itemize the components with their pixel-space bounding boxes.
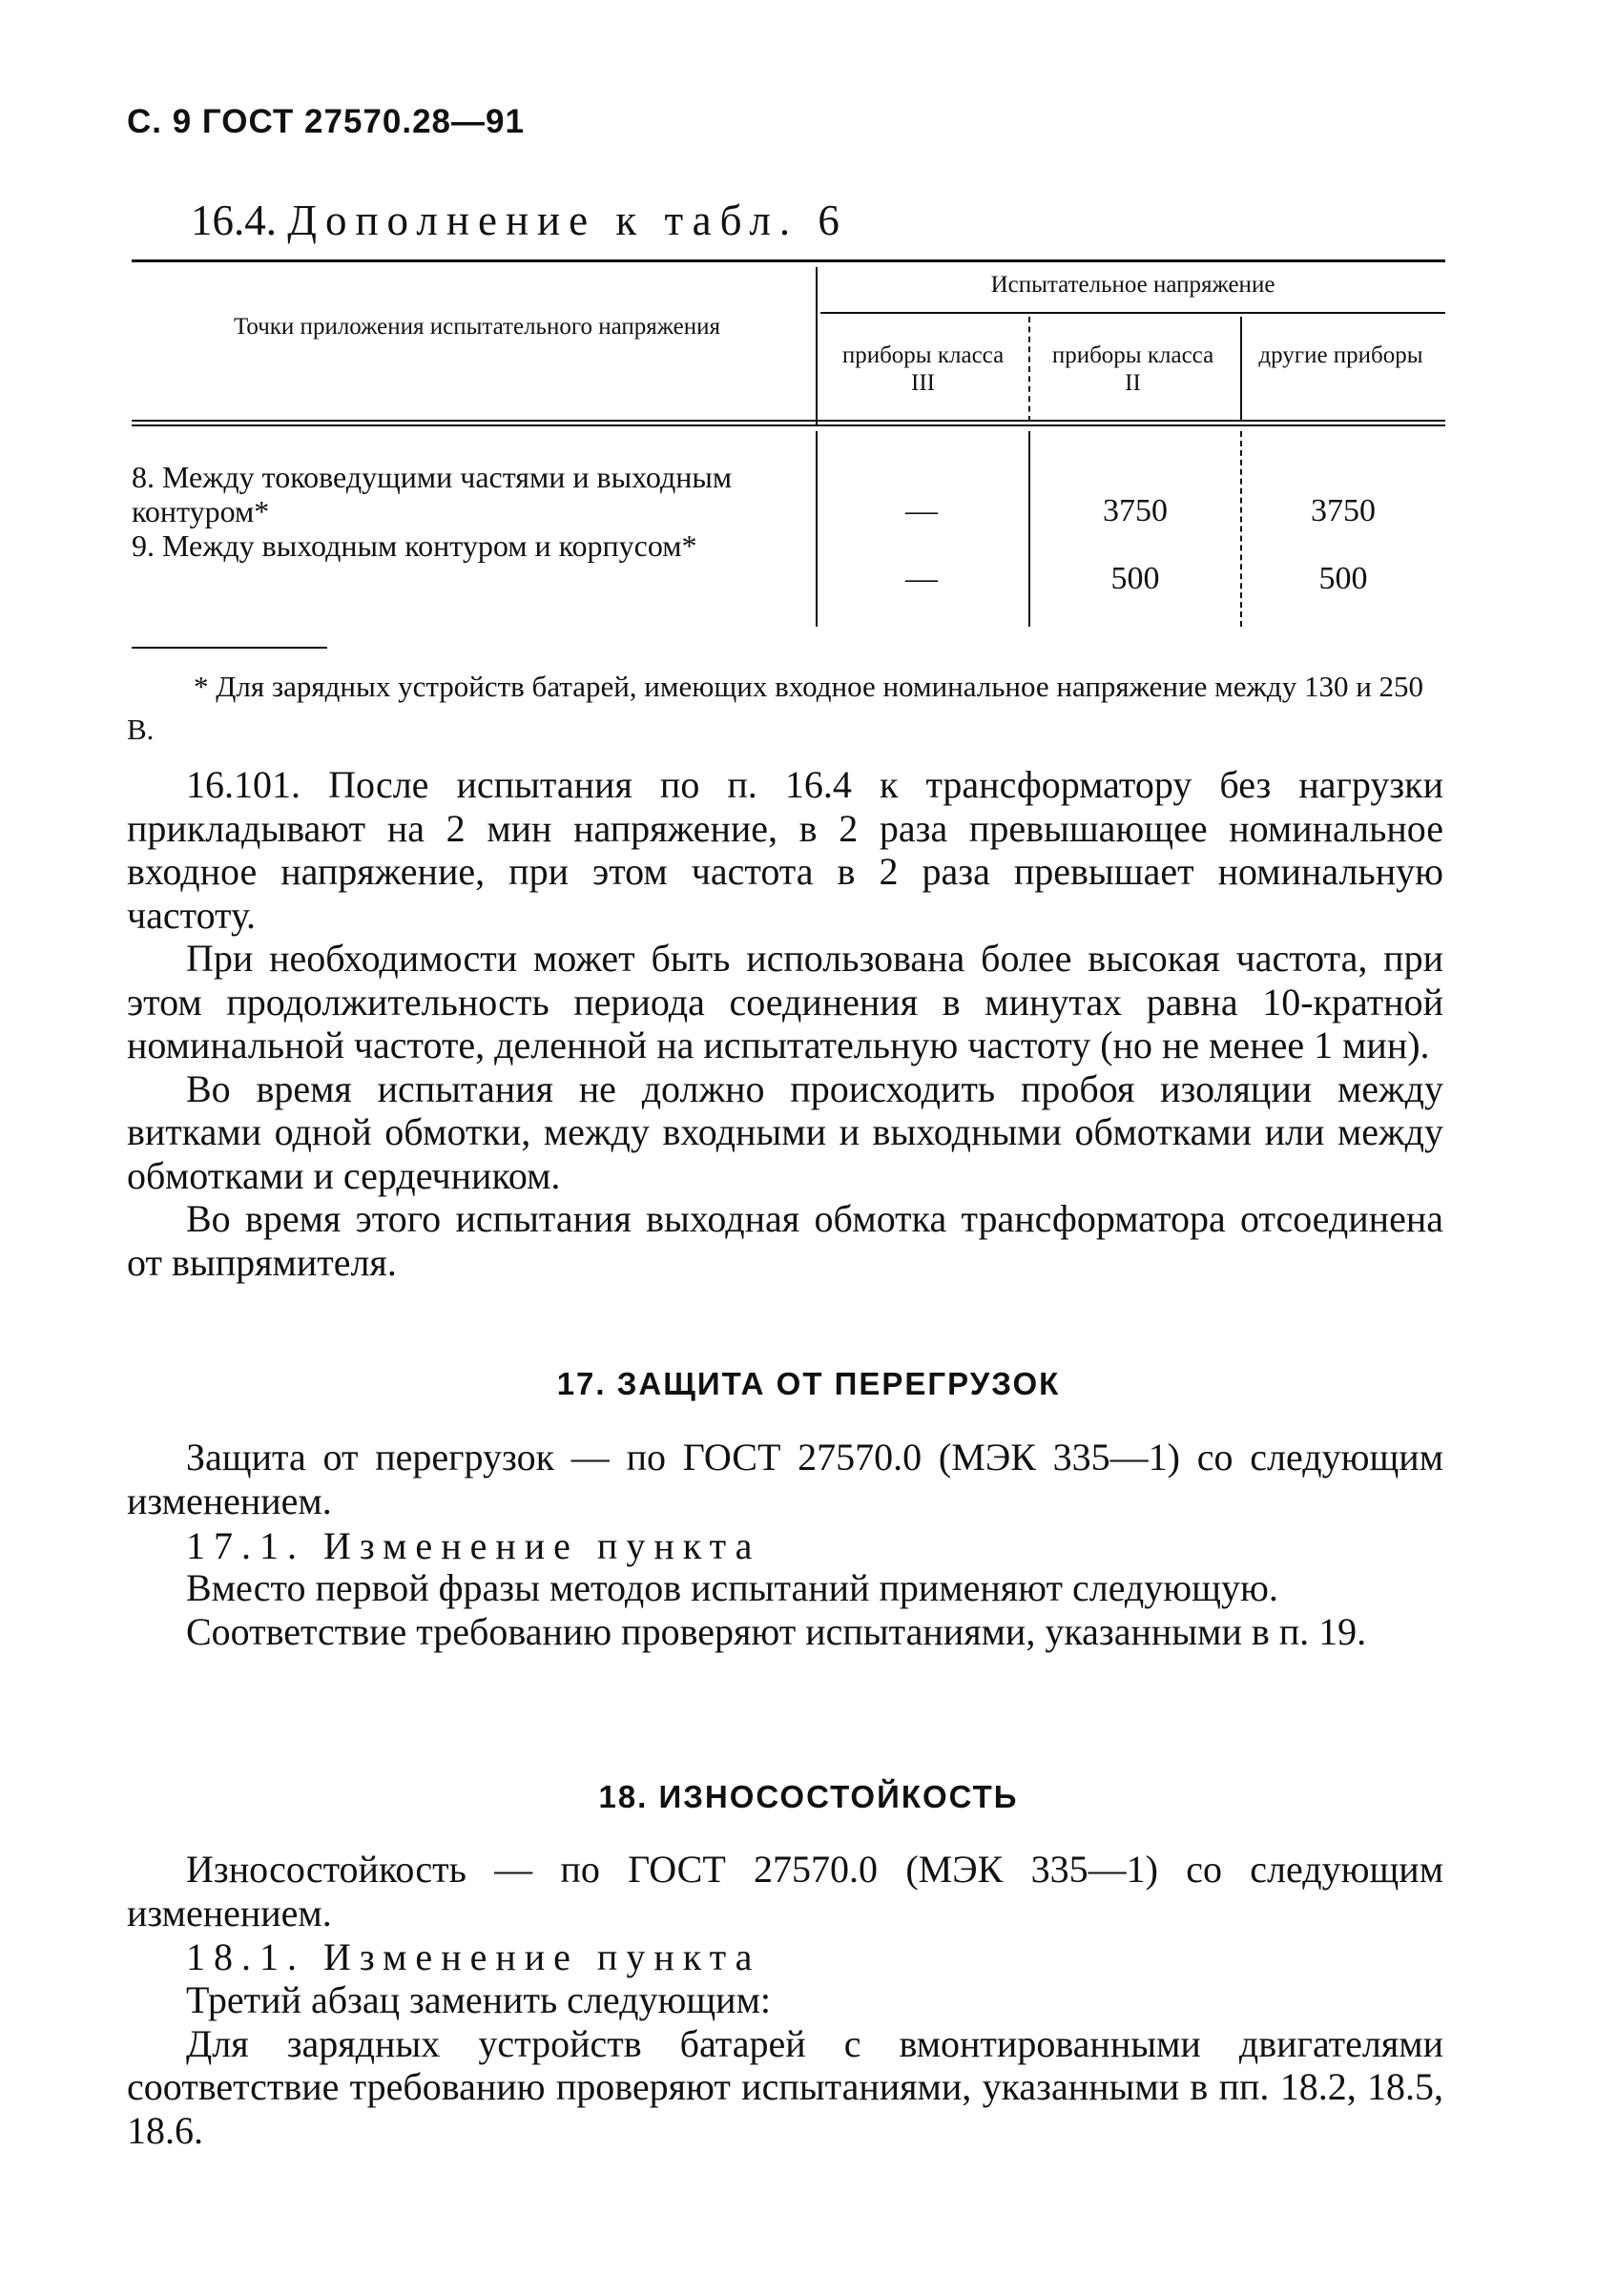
table-cell: 3750 — [1103, 493, 1168, 528]
table-cell: — — [905, 561, 938, 596]
subsection-17-1: 17.1. Изменение пункта — [186, 1524, 761, 1567]
table-col-divider — [1240, 431, 1242, 627]
table-row-label: 9. Между выходным контуром и корпусом* — [132, 528, 697, 563]
paragraph: Соответствие требованию проверяют испытаниями, указанными в п. 19. — [186, 1609, 1367, 1653]
table-row-label: 8. Между токоведущими частями и выходным контуром* — [132, 460, 733, 528]
table-header-voltage: Испытательное напряжение — [990, 272, 1275, 298]
section-heading-17: 17. ЗАЩИТА ОТ ПЕРЕГРУЗОК — [556, 1366, 1061, 1401]
table-cell: 3750 — [1311, 493, 1376, 528]
paragraph: Третий абзац заменить следующим: — [186, 1978, 771, 2021]
section-title-text: Дополнение к табл. 6 — [287, 197, 848, 244]
paragraph: Износостойкость — по ГОСТ 27570.0 (МЭК 335—1) со следующим изменением. — [127, 1848, 1443, 1934]
paragraph-17 — [127, 1436, 1443, 1522]
table-col-divider — [1240, 317, 1242, 422]
page-header: С. 9 ГОСТ 27570.28—91 — [127, 103, 525, 140]
paragraph: Во время испытания не должно происходить пробоя изоляции между витками одной обмотки, между входными и выходными обмотками или между обмотками и сердечником. — [127, 1066, 1443, 1197]
table-header-class2: приборы класса II — [1051, 342, 1214, 396]
table-header-class3: приборы класса III — [841, 342, 1005, 396]
table-header-rule — [132, 424, 1445, 426]
table-col-divider — [816, 431, 818, 627]
subsection-18-1: 18.1. Изменение пункта — [186, 1935, 761, 1978]
table-cell: — — [905, 493, 938, 528]
section-title — [191, 196, 848, 245]
table-col-divider — [1028, 431, 1030, 627]
footnote-rule — [132, 647, 327, 649]
paragraph-17-1 — [127, 1566, 1443, 1653]
table-col-divider — [816, 267, 818, 424]
paragraph: Для зарядных устройств батарей с вмонтированными двигателями соответствие требованию проверяют испытаниями, указанными в пп. 18.2, 18.5, 18.6. — [127, 2021, 1443, 2152]
table-cell: 500 — [1318, 561, 1368, 596]
paragraph: Защита от перегрузок — по ГОСТ 27570.0 (МЭК 335—1) со следующим изменением. — [127, 1436, 1443, 1522]
paragraph: Вместо первой фразы методов испытаний применяют следующую. — [186, 1566, 1278, 1609]
table-group-rule — [820, 312, 1445, 314]
table-header-other: другие приборы — [1258, 342, 1423, 368]
table-cell: 500 — [1110, 561, 1160, 596]
section-heading-18: 18. ИЗНОСОСТОЙКОСТЬ — [598, 1779, 1019, 1814]
paragraph: 16.101. После испытания по п. 16.4 к трансформатору без нагрузки прикладывают на 2 мин напряжение, в 2 раза превышающее номинальное входное напряжение, при этом частота в 2 раза превышает номинальную частоту. — [127, 763, 1443, 937]
paragraph: Во время этого испытания выходная обмотка трансформатора отсоединена от выпрямителя. — [127, 1197, 1443, 1284]
paragraph: При необходимости может быть использована более высокая частота, при этом продолжительность периода соединения в минутах равна 10-кратной номинальной частоте, деленной на испытательную частоту (но не менее 1 мин). — [127, 937, 1443, 1066]
section-number: 16.4. — [191, 197, 277, 244]
paragraph-18 — [127, 1848, 1443, 1934]
table-header-points: Точки приложения испытательного напряжения — [233, 314, 721, 340]
table-col-divider — [1028, 317, 1030, 422]
paragraph-16-101 — [127, 763, 1443, 1284]
table-top-rule — [132, 259, 1445, 262]
paragraph-18-1 — [127, 1978, 1443, 2152]
footnote: * Для зарядных устройств батарей, имеющих входное номинальное напряжение между 130 и 250 В. — [127, 670, 1424, 746]
table-header-rule — [132, 420, 1445, 422]
